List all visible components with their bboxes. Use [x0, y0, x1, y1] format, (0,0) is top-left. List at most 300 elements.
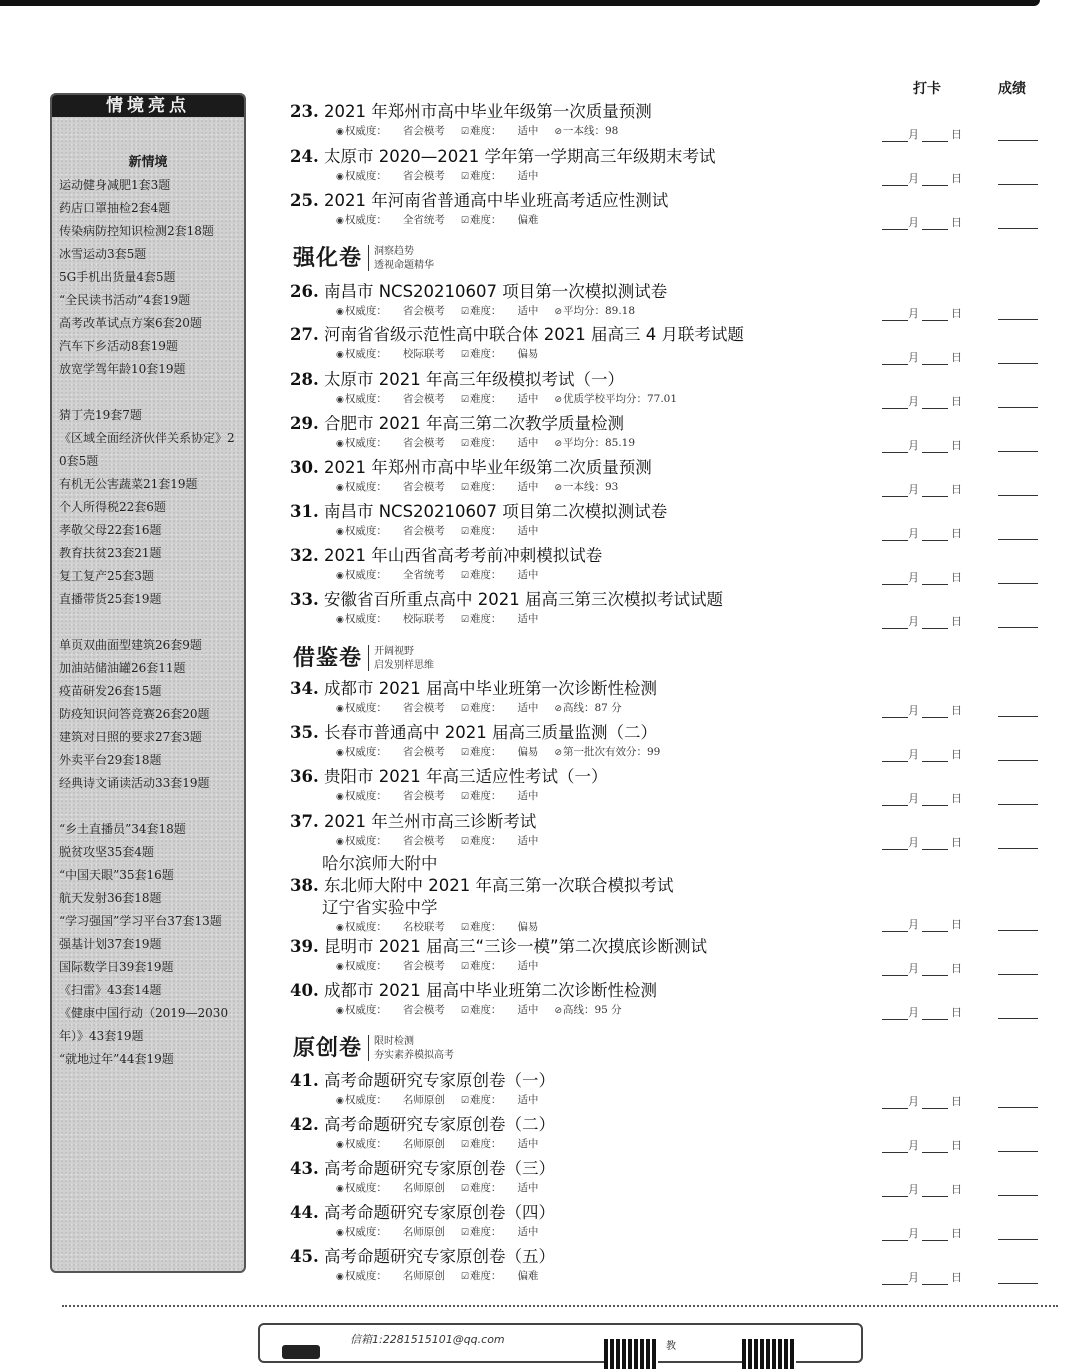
- checkin-row: [882, 916, 1052, 934]
- day-input[interactable]: [922, 308, 948, 321]
- sidebar-item: 传染病防控知识检测2套18题: [59, 224, 214, 238]
- month-input[interactable]: [882, 173, 908, 186]
- authority-label: 权威度：: [344, 1226, 387, 1238]
- dotted-divider: [62, 1305, 1058, 1307]
- difficulty-label: 难度：: [469, 921, 502, 933]
- difficulty-label: 难度：: [469, 835, 502, 847]
- authority-value: 省会模考: [402, 170, 445, 182]
- checkin-row: [882, 834, 1052, 852]
- authority-icon: ◉: [336, 527, 344, 537]
- score-input[interactable]: [998, 1093, 1038, 1108]
- exam-list-item: [290, 1202, 555, 1241]
- month-input[interactable]: [882, 396, 908, 409]
- checkin-row: [882, 349, 1052, 367]
- footer-contact-box: [258, 1323, 863, 1363]
- stat-value: 平均分：89.18: [562, 305, 636, 317]
- score-input[interactable]: [998, 305, 1038, 320]
- authority-value: 省会模考: [402, 525, 445, 537]
- sidebar-item: “学习强国”学习平台37套13题: [59, 914, 222, 928]
- checkin-row: [882, 437, 1052, 455]
- day-input[interactable]: [922, 1272, 948, 1285]
- score-input[interactable]: [998, 916, 1038, 931]
- authority-label: 权威度：: [344, 1094, 387, 1106]
- month-label: 月: [908, 216, 919, 229]
- stat-icon: ⊘: [554, 127, 562, 137]
- authority-icon: ◉: [336, 483, 344, 493]
- sidebar-item: “乡土直播员”34套18题: [59, 822, 186, 836]
- difficulty-icon: ☑: [460, 837, 469, 847]
- difficulty-label: 难度：: [469, 393, 502, 405]
- day-input[interactable]: [922, 1184, 948, 1197]
- authority-label: 权威度：: [344, 702, 387, 714]
- exam-meta: [336, 700, 657, 717]
- exam-list-item: [290, 1246, 555, 1285]
- difficulty-icon: ☑: [460, 748, 469, 758]
- day-input[interactable]: [922, 352, 948, 365]
- difficulty-icon: ☑: [460, 792, 469, 802]
- stat-icon: ⊘: [554, 439, 562, 449]
- authority-icon: ◉: [336, 1184, 344, 1194]
- score-input[interactable]: [998, 393, 1038, 408]
- difficulty-value: 偏难: [517, 1270, 539, 1282]
- sidebar-item: 建筑对日照的要求27套3题: [59, 730, 202, 744]
- authority-label: 权威度：: [344, 481, 387, 493]
- day-input[interactable]: [922, 705, 948, 718]
- difficulty-icon: ☑: [460, 483, 469, 493]
- authority-label: 权威度：: [344, 1004, 387, 1016]
- exam-title: 高考命题研究专家原创卷（四）: [323, 1203, 555, 1222]
- checkin-row: [882, 702, 1052, 720]
- difficulty-label: 难度：: [469, 305, 502, 317]
- stat-value: 第一批次有效分：99: [562, 746, 661, 758]
- exam-meta: [336, 1268, 555, 1285]
- exam-number: 31.: [290, 502, 319, 521]
- difficulty-value: 适中: [517, 125, 539, 137]
- authority-label: 权威度：: [344, 746, 387, 758]
- difficulty-icon: ☑: [460, 172, 469, 182]
- score-input[interactable]: [998, 960, 1038, 975]
- authority-value: 省会模考: [402, 305, 445, 317]
- authority-value: 全省统考: [402, 214, 445, 226]
- score-input[interactable]: [998, 481, 1038, 496]
- exam-title: 2021 年河南省普通高中毕业班高考适应性测试: [323, 191, 669, 210]
- month-label: 月: [908, 1183, 919, 1196]
- month-input[interactable]: [882, 129, 908, 142]
- authority-label: 权威度：: [344, 348, 387, 360]
- day-input[interactable]: [922, 1096, 948, 1109]
- stat-icon: ⊘: [554, 307, 562, 317]
- exam-list-item: [290, 281, 667, 320]
- checkin-row: [882, 481, 1052, 499]
- authority-icon: ◉: [336, 307, 344, 317]
- difficulty-icon: ☑: [460, 615, 469, 625]
- exam-title-line: 辽宁省实验中学: [322, 898, 438, 917]
- authority-label: 权威度：: [344, 1138, 387, 1150]
- month-input[interactable]: [882, 919, 908, 932]
- score-input[interactable]: [998, 1181, 1038, 1196]
- exam-meta: [336, 212, 668, 229]
- difficulty-icon: ☑: [460, 307, 469, 317]
- exam-meta: [336, 123, 652, 140]
- checkin-column-header: 打卡: [913, 81, 941, 97]
- authority-value: 省会模考: [402, 481, 445, 493]
- day-input[interactable]: [922, 749, 948, 762]
- day-label: 日: [951, 1271, 962, 1284]
- exam-title: 高考命题研究专家原创卷（一）: [323, 1071, 555, 1090]
- difficulty-icon: ☑: [460, 1228, 469, 1238]
- score-input[interactable]: [998, 613, 1038, 628]
- difficulty-value: 偏难: [517, 214, 539, 226]
- exam-number: 42.: [290, 1115, 319, 1134]
- qr-label: 教: [666, 1341, 676, 1352]
- difficulty-value: 适中: [517, 960, 539, 972]
- difficulty-label: 难度：: [469, 960, 502, 972]
- difficulty-label: 难度：: [469, 1004, 502, 1016]
- exam-list-item: [290, 722, 692, 761]
- authority-value: 省会模考: [402, 437, 445, 449]
- authority-label: 权威度：: [344, 305, 387, 317]
- difficulty-label: 难度：: [469, 1182, 502, 1194]
- authority-value: 省会模考: [402, 790, 445, 802]
- day-label: 日: [951, 615, 962, 628]
- stat-value: 一本线：93: [562, 481, 619, 493]
- authority-label: 权威度：: [344, 214, 387, 226]
- sidebar-item: 加油站储油罐26套11题: [59, 661, 186, 675]
- month-input[interactable]: [882, 616, 908, 629]
- authority-value: 名师原创: [402, 1094, 445, 1106]
- day-label: 日: [951, 1095, 962, 1108]
- month-label: 月: [908, 615, 919, 628]
- day-label: 日: [951, 1227, 962, 1240]
- exam-meta: [336, 611, 723, 628]
- authority-icon: ◉: [336, 748, 344, 758]
- authority-icon: ◉: [336, 216, 344, 226]
- authority-icon: ◉: [336, 395, 344, 405]
- score-input[interactable]: [998, 214, 1038, 229]
- month-input[interactable]: [882, 749, 908, 762]
- checkin-row: [882, 525, 1052, 543]
- checkin-row: [882, 393, 1052, 411]
- sidebar-item: “中国天眼”35套16题: [59, 868, 174, 882]
- month-input[interactable]: [882, 572, 908, 585]
- score-input[interactable]: [998, 170, 1038, 185]
- difficulty-value: 适中: [517, 1004, 539, 1016]
- sidebar-item: 教育扶贫23套21题: [59, 546, 162, 560]
- month-label: 月: [908, 395, 919, 408]
- month-input[interactable]: [882, 963, 908, 976]
- sidebar-subtitle: 新情境: [128, 155, 168, 170]
- day-input[interactable]: [922, 793, 948, 806]
- exam-list-item: [290, 545, 602, 584]
- section-subtitle: 透视命题精华: [374, 260, 435, 271]
- difficulty-value: 偏易: [517, 921, 539, 933]
- authority-label: 权威度：: [344, 569, 387, 581]
- sidebar-item: 脱贫攻坚35套4题: [59, 845, 154, 859]
- authority-label: 权威度：: [344, 125, 387, 137]
- month-label: 月: [908, 836, 919, 849]
- difficulty-icon: ☑: [460, 1140, 469, 1150]
- exam-title: 成都市 2021 届高中毕业班第二次诊断性检测: [323, 981, 657, 1000]
- exam-title: 成都市 2021 届高中毕业班第一次诊断性检测: [323, 679, 657, 698]
- difficulty-label: 难度：: [469, 125, 502, 137]
- month-label: 月: [908, 172, 919, 185]
- stat-icon: ⊘: [554, 483, 562, 493]
- score-input[interactable]: [998, 790, 1038, 805]
- section-subtitle: 开阔视野: [374, 646, 415, 657]
- month-input[interactable]: [882, 1228, 908, 1241]
- exam-list-item: [290, 766, 607, 805]
- day-input[interactable]: [922, 484, 948, 497]
- authority-icon: ◉: [336, 923, 344, 933]
- authority-icon: ◉: [336, 571, 344, 581]
- exam-list-item: [290, 190, 668, 229]
- authority-icon: ◉: [336, 172, 344, 182]
- sidebar-item: 防疫知识问答竞赛26套20题: [59, 707, 210, 721]
- exam-number: 37.: [290, 812, 319, 831]
- exam-title: 高考命题研究专家原创卷（三）: [323, 1159, 555, 1178]
- score-input[interactable]: [998, 834, 1038, 849]
- exam-title: 河南省省级示范性高中联合体 2021 届高三 4 月联考试题: [323, 325, 744, 344]
- difficulty-value: 适中: [517, 525, 539, 537]
- exam-meta: [336, 1092, 555, 1109]
- exam-title: 2021 年郑州市高中毕业年级第二次质量预测: [323, 458, 652, 477]
- score-input[interactable]: [998, 437, 1038, 452]
- exam-meta: [336, 303, 667, 320]
- month-input[interactable]: [882, 1140, 908, 1153]
- score-input[interactable]: [998, 126, 1038, 141]
- exam-number: 39.: [290, 937, 319, 956]
- day-input[interactable]: [922, 528, 948, 541]
- exam-number: 36.: [290, 767, 319, 786]
- authority-label: 权威度：: [344, 393, 387, 405]
- month-input[interactable]: [882, 837, 908, 850]
- day-label: 日: [951, 792, 962, 805]
- month-input[interactable]: [882, 484, 908, 497]
- authority-value: 省会模考: [402, 960, 445, 972]
- day-label: 日: [951, 836, 962, 849]
- day-input[interactable]: [922, 572, 948, 585]
- month-label: 月: [908, 307, 919, 320]
- sidebar-item: “就地过年”44套19题: [59, 1052, 174, 1066]
- exam-number: 41.: [290, 1071, 319, 1090]
- exam-list-item: [290, 811, 554, 850]
- contact-email[interactable]: 信箱1:2281515101@qq.com: [350, 1333, 505, 1346]
- day-label: 日: [951, 172, 962, 185]
- difficulty-label: 难度：: [469, 481, 502, 493]
- section-header: [293, 645, 434, 673]
- day-input[interactable]: [922, 129, 948, 142]
- score-input[interactable]: [998, 349, 1038, 364]
- qr-code-icon: [604, 1339, 658, 1369]
- section-subtitle: 启发别样思维: [374, 660, 435, 671]
- authority-icon: ◉: [336, 837, 344, 847]
- day-input[interactable]: [922, 1007, 948, 1020]
- sidebar-title: 情境亮点: [52, 95, 244, 117]
- authority-icon: ◉: [336, 615, 344, 625]
- difficulty-value: 适中: [517, 170, 539, 182]
- exam-number: 29.: [290, 414, 319, 433]
- difficulty-label: 难度：: [469, 348, 502, 360]
- month-input[interactable]: [882, 1096, 908, 1109]
- difficulty-label: 难度：: [469, 1138, 502, 1150]
- day-label: 日: [951, 1139, 962, 1152]
- day-label: 日: [951, 307, 962, 320]
- day-input[interactable]: [922, 440, 948, 453]
- score-input[interactable]: [998, 569, 1038, 584]
- exam-title: 长春市普通高中 2021 届高三质量监测（二）: [323, 723, 657, 742]
- stat-icon: ⊘: [554, 748, 562, 758]
- exam-number: 40.: [290, 981, 319, 1000]
- day-input[interactable]: [922, 919, 948, 932]
- section-header: [293, 1035, 454, 1063]
- authority-value: 名校联考: [402, 921, 445, 933]
- exam-list-item: [290, 324, 744, 363]
- qr-code-icon: [742, 1339, 796, 1369]
- checkin-row: [882, 1137, 1052, 1155]
- difficulty-value: 偏易: [517, 348, 539, 360]
- score-column-header: 成绩: [998, 81, 1026, 97]
- difficulty-label: 难度：: [469, 525, 502, 537]
- authority-label: 权威度：: [344, 613, 387, 625]
- sidebar-item: 高考改革试点方案6套20题: [59, 316, 202, 330]
- authority-icon: ◉: [336, 1006, 344, 1016]
- authority-value: 省会模考: [402, 835, 445, 847]
- sidebar-item: 5G手机出货量4套5题: [59, 270, 176, 284]
- sidebar-item: 《区域全面经济伙伴关系协定》20套5题: [59, 431, 235, 468]
- difficulty-icon: ☑: [460, 1272, 469, 1282]
- exam-title: 昆明市 2021 届高三“三诊一模”第二次摸底诊断测试: [323, 937, 708, 956]
- authority-value: 名师原创: [402, 1138, 445, 1150]
- day-label: 日: [951, 748, 962, 761]
- authority-label: 权威度：: [344, 921, 387, 933]
- stat-value: 一本线：98: [562, 125, 619, 137]
- section-title: 强化卷: [293, 245, 369, 271]
- exam-title: 高考命题研究专家原创卷（二）: [323, 1115, 555, 1134]
- authority-label: 权威度：: [344, 1182, 387, 1194]
- authority-value: 名师原创: [402, 1270, 445, 1282]
- stat-value: 高线：95 分: [562, 1004, 622, 1016]
- score-input[interactable]: [998, 1269, 1038, 1284]
- checkin-row: [882, 960, 1052, 978]
- month-label: 月: [908, 748, 919, 761]
- day-input[interactable]: [922, 217, 948, 230]
- exam-title: 南昌市 NCS20210607 项目第二次模拟测试卷: [323, 502, 668, 521]
- day-input[interactable]: [922, 396, 948, 409]
- day-label: 日: [951, 439, 962, 452]
- month-input[interactable]: [882, 705, 908, 718]
- month-input[interactable]: [882, 1184, 908, 1197]
- exam-number: 24.: [290, 147, 319, 166]
- sidebar-item: 强基计划37套19题: [59, 937, 162, 951]
- day-input[interactable]: [922, 963, 948, 976]
- checkin-row: [882, 1004, 1052, 1022]
- authority-icon: ◉: [336, 792, 344, 802]
- section-subtitle: 夯实素养模拟高考: [374, 1050, 455, 1061]
- exam-meta: [336, 919, 673, 936]
- exam-list-item: [290, 146, 715, 185]
- exam-meta: [336, 346, 744, 363]
- month-label: 月: [908, 1227, 919, 1240]
- authority-label: 权威度：: [344, 1270, 387, 1282]
- difficulty-value: 适中: [517, 1182, 539, 1194]
- sidebar-item: 单页双曲面型建筑26套9题: [59, 638, 202, 652]
- sidebar-item: 经典诗文诵读活动33套19题: [59, 776, 210, 790]
- day-input[interactable]: [922, 1140, 948, 1153]
- exam-meta: [336, 479, 652, 496]
- score-input[interactable]: [998, 1004, 1038, 1019]
- difficulty-value: 适中: [517, 393, 539, 405]
- day-label: 日: [951, 962, 962, 975]
- month-label: 月: [908, 128, 919, 141]
- exam-title: 2021 年郑州市高中毕业年级第一次质量预测: [323, 102, 652, 121]
- difficulty-label: 难度：: [469, 1270, 502, 1282]
- exam-list-item: [290, 1114, 555, 1153]
- day-label: 日: [951, 395, 962, 408]
- checkin-row: [882, 613, 1052, 631]
- score-input[interactable]: [998, 1225, 1038, 1240]
- score-input[interactable]: [998, 746, 1038, 761]
- day-input[interactable]: [922, 616, 948, 629]
- month-input[interactable]: [882, 1007, 908, 1020]
- score-input[interactable]: [998, 525, 1038, 540]
- exam-title: 2021 年山西省高考考前冲刺模拟试卷: [323, 546, 603, 565]
- day-input[interactable]: [922, 837, 948, 850]
- month-label: 月: [908, 1139, 919, 1152]
- checkin-row: [882, 1093, 1052, 1111]
- difficulty-value: 适中: [517, 790, 539, 802]
- difficulty-label: 难度：: [469, 569, 502, 581]
- sidebar-item: 国际数学日39套19题: [59, 960, 174, 974]
- authority-label: 权威度：: [344, 525, 387, 537]
- section-title: 借鉴卷: [293, 645, 369, 671]
- day-label: 日: [951, 527, 962, 540]
- day-input[interactable]: [922, 173, 948, 186]
- month-input[interactable]: [882, 352, 908, 365]
- exam-list-item: [290, 678, 657, 717]
- month-input[interactable]: [882, 308, 908, 321]
- score-input[interactable]: [998, 702, 1038, 717]
- authority-label: 权威度：: [344, 170, 387, 182]
- exam-number: 25.: [290, 191, 319, 210]
- exam-title: 太原市 2021 年高三年级模拟考试（一）: [323, 370, 624, 389]
- authority-value: 省会模考: [402, 125, 445, 137]
- score-input[interactable]: [998, 1137, 1038, 1152]
- month-input[interactable]: [882, 1272, 908, 1285]
- sidebar-item: 汽车下乡活动8套19题: [59, 339, 178, 353]
- month-input[interactable]: [882, 440, 908, 453]
- month-label: 月: [908, 527, 919, 540]
- month-input[interactable]: [882, 528, 908, 541]
- exam-list-item: [290, 457, 652, 496]
- exam-meta: [336, 744, 692, 761]
- difficulty-value: 适中: [517, 1226, 539, 1238]
- month-input[interactable]: [882, 793, 908, 806]
- sidebar-list: [52, 174, 244, 1071]
- authority-value: 省会模考: [402, 702, 445, 714]
- exam-number: 23.: [290, 102, 319, 121]
- day-input[interactable]: [922, 1228, 948, 1241]
- exam-title: 南昌市 NCS20210607 项目第一次模拟测试卷: [323, 282, 668, 301]
- section-title: 原创卷: [293, 1035, 369, 1061]
- difficulty-label: 难度：: [469, 437, 502, 449]
- day-label: 日: [951, 918, 962, 931]
- month-input[interactable]: [882, 217, 908, 230]
- authority-icon: ◉: [336, 127, 344, 137]
- exam-meta: [336, 567, 602, 584]
- sidebar-gap: [59, 381, 238, 404]
- exam-list-item: [290, 501, 667, 540]
- exam-title: 高考命题研究专家原创卷（五）: [323, 1247, 555, 1266]
